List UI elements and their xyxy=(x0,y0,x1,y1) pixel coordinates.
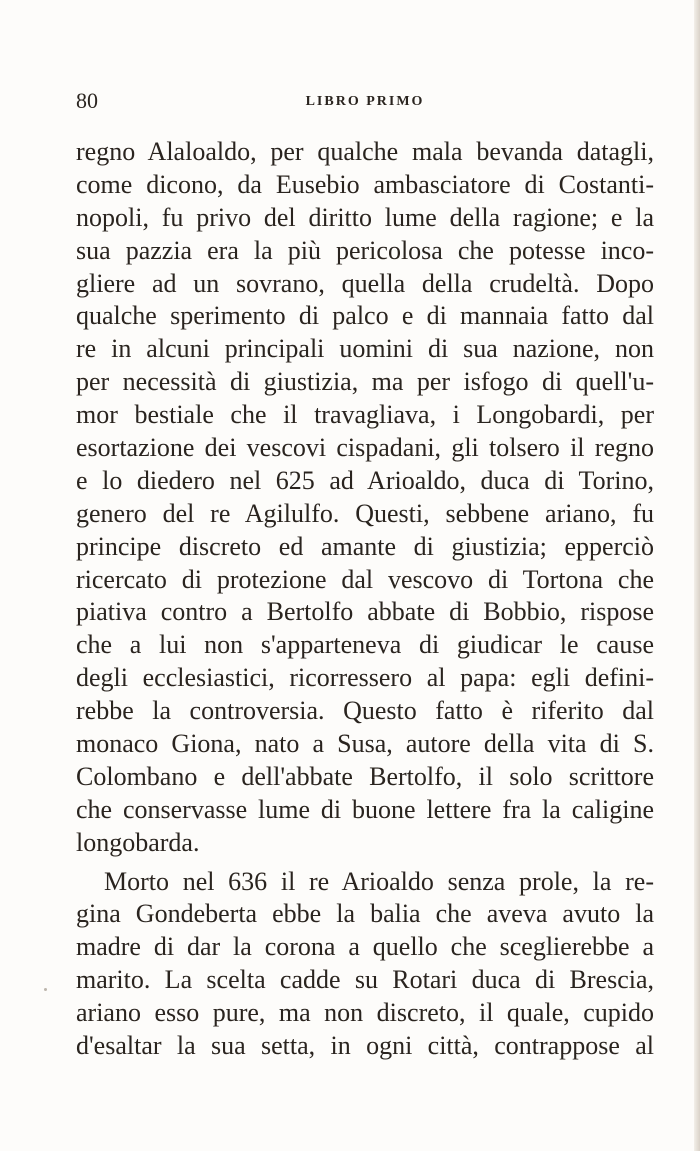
text-line: Colombano e dell'abbate Bertolfo, il solo scrittore xyxy=(76,761,654,791)
paragraph-1 xyxy=(76,136,654,860)
text-line: sua pazzia era la più pericolosa che potesse inco- xyxy=(76,235,654,265)
paragraph-2 xyxy=(76,866,654,1063)
text-line: principe discreto ed amante di giustizia; epperciò xyxy=(76,531,654,561)
text-line: ricercato di protezione dal vescovo di Tortona che xyxy=(76,564,654,594)
text-line: degli ecclesiastici, ricorressero al papa: egli defini- xyxy=(76,663,654,693)
running-head xyxy=(76,88,654,118)
text-line: regno Alaloaldo, per qualche mala bevanda datagli, xyxy=(76,137,654,166)
page-edge-shadow xyxy=(694,0,700,1151)
text-line: monaco Giona, nato a Susa, autore della vita di S. xyxy=(76,729,654,759)
text-line: d'esaltar la sua setta, in ogni città, contrappose al xyxy=(76,1031,654,1061)
text-line: marito. La scelta cadde su Rotari duca di Brescia, xyxy=(76,965,654,995)
text-line: ariano esso pure, ma non discreto, il quale, cupido xyxy=(76,998,654,1028)
body-text xyxy=(76,136,654,1063)
text-line: genero del re Agilulfo. Questi, sebbene ariano, fu xyxy=(76,498,654,528)
text-line: mor bestiale che il travagliava, i Longobardi, per xyxy=(76,400,654,430)
text-line: piativa contro a Bertolfo abbate di Bobbio, rispose xyxy=(76,597,654,627)
text-line: come dicono, da Eusebio ambasciatore di Costanti- xyxy=(76,169,654,199)
page-number: 80 xyxy=(76,88,98,113)
text-line: per necessità di giustizia, ma per isfogo di quell'u- xyxy=(76,367,654,397)
text-line: Morto nel 636 il re Arioaldo senza prole, la re- xyxy=(104,866,654,896)
running-title: LIBRO PRIMO xyxy=(305,94,425,109)
text-line: esortazione dei vescovi cispadani, gli tolsero il regno xyxy=(76,433,654,463)
text-line: gina Gondeberta ebbe la balia che aveva avuto la xyxy=(76,899,654,929)
text-line: longobarda. xyxy=(76,827,200,857)
text-line: che conservasse lume di buone lettere fra la caligine xyxy=(76,794,654,824)
text-line: nopoli, fu privo del diritto lume della ragione; e la xyxy=(76,202,654,232)
text-line: qualche sperimento di palco e di mannaia fatto dal xyxy=(76,301,654,331)
text-line: gliere ad un sovrano, quella della crudeltà. Dopo xyxy=(76,268,654,298)
text-line: rebbe la controversia. Questo fatto è riferito dal xyxy=(76,696,654,726)
ink-speck xyxy=(44,988,47,991)
text-line: madre di dar la corona a quello che sceglierebbe a xyxy=(76,932,654,962)
text-line: e lo diedero nel 625 ad Arioaldo, duca di Torino, xyxy=(76,465,654,495)
text-line: re in alcuni principali uomini di sua nazione, non xyxy=(76,334,654,364)
text-line: che a lui non s'apparteneva di giudicar le cause xyxy=(76,630,654,660)
